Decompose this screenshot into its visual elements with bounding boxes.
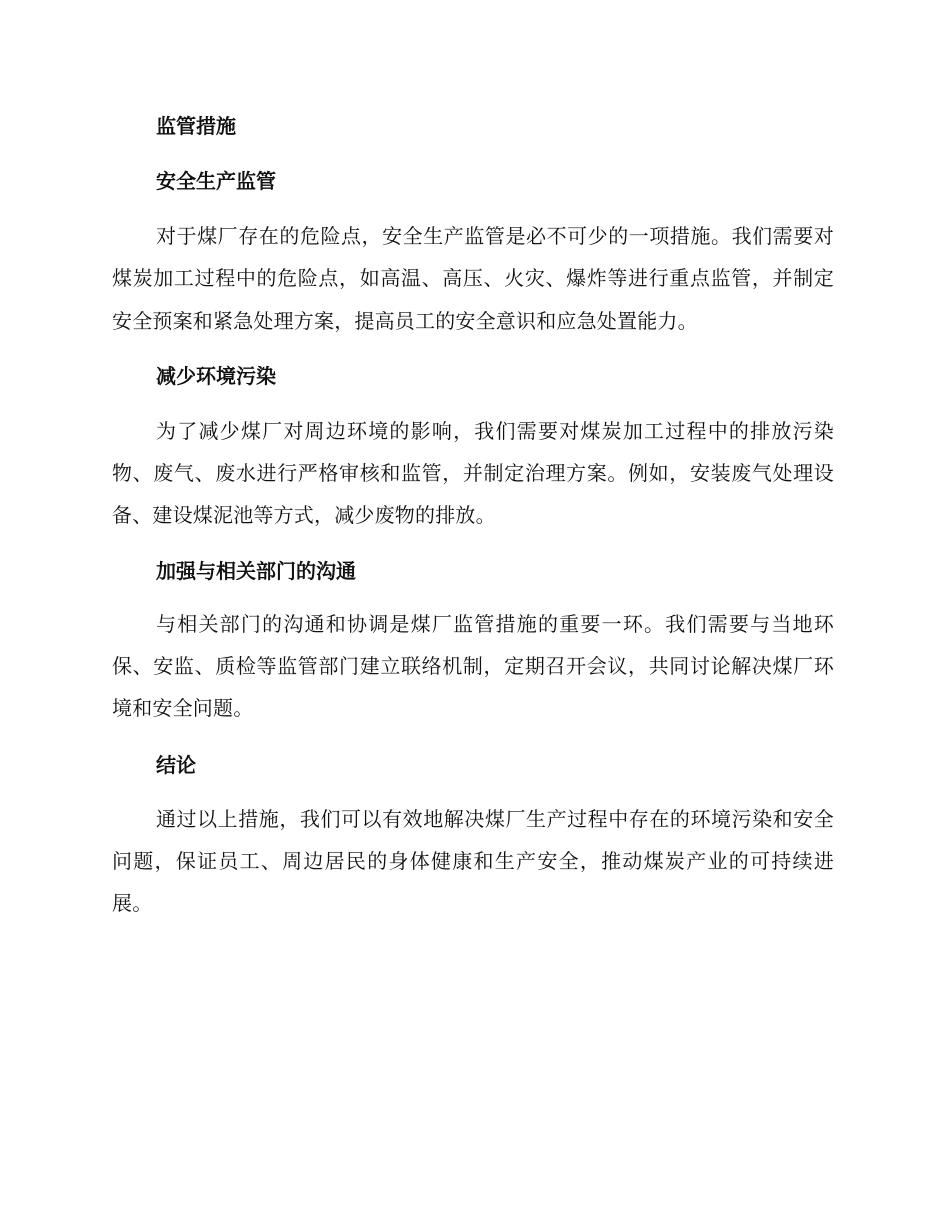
document-body xyxy=(112,106,834,925)
paragraph-reduce-pollution: 为了减少煤厂对周边环境的影响，我们需要对煤炭加工过程中的排放污染物、废气、废水进行严格审核和监管，并制定治理方案。例如，安装废气处理设备、建设煤泥池等方式，减少废物的排放。 xyxy=(112,418,834,528)
section-heading-conclusion: 结论 xyxy=(156,752,196,777)
section-heading-communication: 加强与相关部门的沟通 xyxy=(156,558,356,583)
paragraph-conclusion: 通过以上措施，我们可以有效地解决煤厂生产过程中存在的环境污染和安全问题，保证员工、周边居民的身体健康和生产安全，推动煤炭产业的可持续进展。 xyxy=(112,806,834,916)
paragraph-safety-production: 对于煤厂存在的危险点，安全生产监管是必不可少的一项措施。我们需要对煤炭加工过程中的危险点，如高温、高压、火灾、爆炸等进行重点监管，并制定安全预案和紧急处理方案，提高员工的安全意识和应急处置能力。 xyxy=(112,224,834,333)
section-heading-reduce-pollution: 减少环境污染 xyxy=(156,363,276,388)
section-heading-safety-production: 安全生产监管 xyxy=(156,169,276,193)
section-heading-supervision-measures: 监管措施 xyxy=(156,114,236,138)
paragraph-communication: 与相关部门的沟通和协调是煤厂监管措施的重要一环。我们需要与当地环保、安监、质检等监管部门建立联络机制，定期召开会议，共同讨论解决煤厂环境和安全问题。 xyxy=(112,611,834,721)
